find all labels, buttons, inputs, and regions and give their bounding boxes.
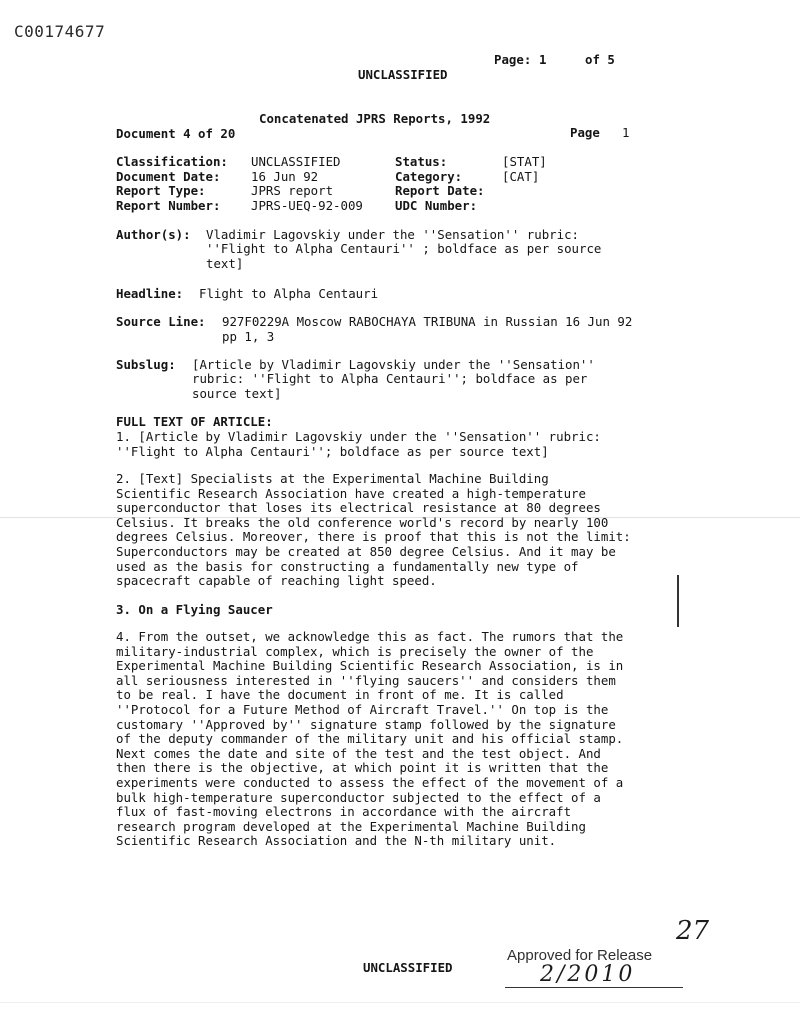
paragraph-4: 4. From the outset, we acknowledge this as fact. The rumors that the military-industrial complex, which is precisely the owner of the Experimental Machine Building Scientific Research Association, is in all seriousness interested in ''flying saucers'' and considers them to be real. I have the document in front of me. It is called ''Protocol for a Future Method of Aircraft Travel.'' On top is the customary ''Approved by'' signature stamp followed by the signature of the deputy commander of the military unit and his official stamp. Next comes the date and site of the test and the test object. And then there is the objective, at which point it is written that the experiments were conducted to assess the effect of the movement of a bulk high-temperature superconductor subjected to the effect of a flux of fast-moving electrons in accordance with the aircraft research program developed at the Experimental Machine Building Scientific Research Association and the N-th military unit.: [116, 629, 624, 849]
report-type-value: JPRS report: [251, 183, 334, 199]
report-number-label: Report Number:: [116, 197, 221, 213]
subslug-line-1: [Article by Vladimir Lagovskiy under the ''Sensation'': [192, 357, 595, 372]
subslug-label: Subslug:: [116, 357, 176, 372]
document-date-label: Document Date:: [116, 168, 221, 184]
classification-bottom: UNCLASSIFIED: [363, 960, 453, 975]
udc-number-label: UDC Number:: [395, 197, 478, 213]
category-label: Category:: [395, 168, 463, 184]
report-date-label: Report Date:: [395, 183, 485, 199]
source-line-1: 927F0229A Moscow RABOCHAYA TRIBUNA in Russian 16 Jun 92: [222, 314, 633, 329]
handwritten-release-date: 2/2010: [540, 962, 636, 987]
full-text-heading: FULL TEXT OF ARTICLE:: [116, 414, 273, 429]
authors-label: Author(s):: [116, 227, 191, 242]
paragraph-2: 2. [Text] Specialists at the Experimental Machine Building Scientific Research Association have created a high-temperature superconductor that loses its electrical resistance at 80 degrees Celsius. It breaks the old conference world's record by nearly 100 degrees Celsius. Moreover, there is proof that this is not the limit: Superconductors may be created at 850 degree Celsius. And it may be used as the basis for constructing a fundamentally new type of spacecraft capable of reaching light speed.: [116, 471, 631, 589]
authors-line-1: Vladimir Lagovskiy under the ''Sensation'' rubric:: [206, 227, 579, 242]
subslug-line-3: source text]: [192, 386, 282, 401]
headline-value: Flight to Alpha Centauri: [199, 286, 379, 301]
authors-line-3: text]: [206, 256, 244, 271]
release-date-underline: [505, 987, 683, 988]
source-line-2: pp 1, 3: [222, 329, 275, 344]
page-right-label: Page: [570, 125, 600, 140]
page-indicator-total: of 5: [585, 52, 615, 67]
status-label: Status:: [395, 154, 448, 169]
report-type-label: Report Type:: [116, 183, 206, 199]
document-counter: Document 4 of 20: [116, 126, 236, 141]
classification-value: UNCLASSIFIED: [251, 154, 341, 169]
source-line-label: Source Line:: [116, 314, 206, 329]
document-date-value: 16 Jun 92: [251, 168, 319, 184]
status-value: [STAT]: [502, 154, 547, 169]
document-id: C00174677: [14, 22, 106, 41]
classification-label: Classification:: [116, 154, 228, 169]
margin-mark: [677, 575, 679, 627]
paragraph-1: 1. [Article by Vladimir Lagovskiy under the ''Sensation'' rubric: ''Flight to Alpha Centauri''; boldface as per source text]: [116, 429, 601, 459]
approved-for-release: Approved for Release: [507, 947, 653, 964]
page-right-number: 1: [622, 125, 630, 140]
page-indicator-label: Page:: [494, 52, 532, 67]
headline-label: Headline:: [116, 286, 184, 301]
report-title: Concatenated JPRS Reports, 1992: [259, 111, 491, 126]
page-indicator-current: 1: [539, 52, 547, 67]
subslug-line-2: rubric: ''Flight to Alpha Centauri''; boldface as per: [192, 371, 588, 386]
authors-line-2: ''Flight to Alpha Centauri'' ; boldface as per source: [206, 241, 602, 256]
category-value: [CAT]: [502, 168, 540, 184]
scan-artifact-bottom: [0, 1002, 800, 1003]
paragraph-3-heading: 3. On a Flying Saucer: [116, 602, 273, 617]
handwritten-page-number: 27: [676, 916, 710, 946]
report-number-value: JPRS-UEQ-92-009: [251, 197, 363, 213]
classification-top: UNCLASSIFIED: [358, 67, 448, 82]
